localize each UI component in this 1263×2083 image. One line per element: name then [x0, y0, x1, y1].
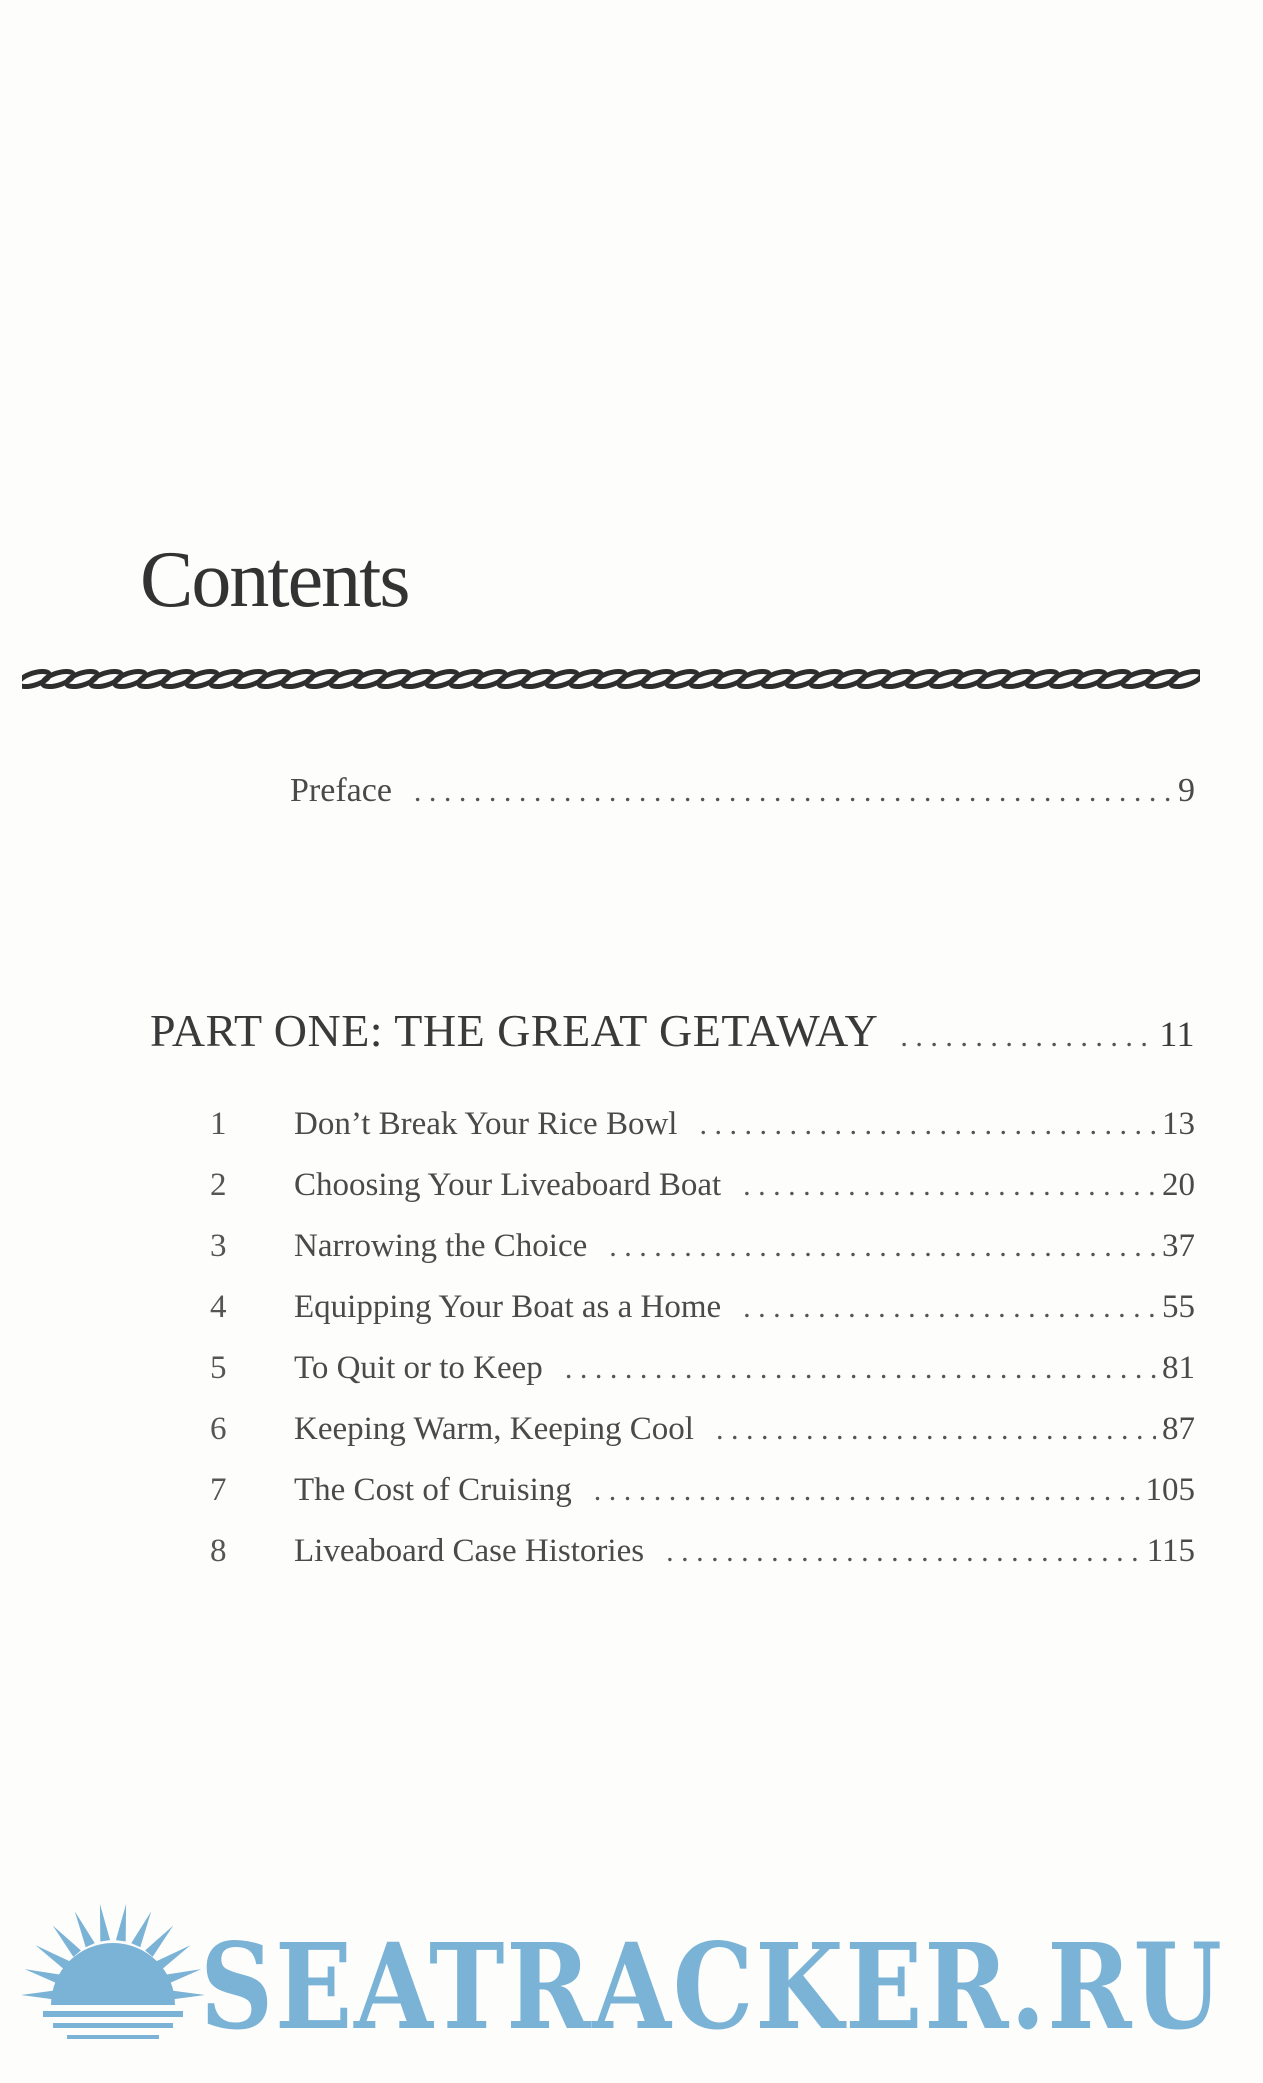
chapter-title: Narrowing the Choice [294, 1228, 588, 1264]
chapter-title: Equipping Your Boat as a Home [294, 1289, 722, 1325]
chapter-title: Liveaboard Case Histories [294, 1533, 645, 1569]
toc-entry-chapter[interactable] [210, 1472, 1195, 1509]
chapter-title: To Quit or to Keep [294, 1350, 543, 1386]
chapter-page-number: 87 [1162, 1411, 1195, 1447]
dot-leader [594, 1474, 1140, 1508]
chapter-number: 6 [210, 1411, 227, 1447]
dot-leader [414, 775, 1172, 809]
chapter-number: 1 [210, 1106, 227, 1142]
dot-leader [666, 1535, 1141, 1569]
toc-entry-chapter[interactable] [210, 1106, 1195, 1143]
toc-entry-chapter[interactable] [210, 1167, 1195, 1204]
rope-divider [22, 664, 1200, 694]
toc-entry-chapter[interactable] [210, 1228, 1195, 1265]
chapter-number: 8 [210, 1533, 227, 1569]
chapter-number: 7 [210, 1472, 227, 1508]
chapter-title: Keeping Warm, Keeping Cool [294, 1411, 694, 1447]
toc-entry-chapter[interactable] [210, 1411, 1195, 1448]
dot-leader [565, 1352, 1156, 1386]
dot-leader [743, 1169, 1156, 1203]
toc-entry-chapter[interactable] [210, 1289, 1195, 1326]
dot-leader [609, 1230, 1156, 1264]
chapter-title: The Cost of Cruising [294, 1472, 572, 1508]
chapter-page-number: 13 [1162, 1106, 1195, 1142]
chapter-page-number: 105 [1145, 1472, 1195, 1508]
chapter-number: 5 [210, 1350, 227, 1386]
chapter-page-number: 115 [1146, 1533, 1195, 1569]
chapter-title: Don’t Break Your Rice Bowl [294, 1106, 678, 1142]
toc-entry-part-one[interactable] [150, 1004, 1195, 1057]
part-page-number: 11 [1159, 1014, 1195, 1054]
chapter-page-number: 37 [1162, 1228, 1195, 1264]
preface-page-number: 9 [1178, 772, 1195, 809]
preface-title: Preface [290, 772, 392, 809]
dot-leader [716, 1413, 1156, 1447]
dot-leader [900, 1020, 1153, 1054]
dot-leader [743, 1291, 1156, 1325]
toc-entry-chapter[interactable] [210, 1533, 1195, 1570]
part-title: PART ONE: THE GREAT GETAWAY [150, 1005, 879, 1056]
chapter-number: 3 [210, 1228, 227, 1264]
chapter-page-number: 55 [1162, 1289, 1195, 1325]
sun-icon [21, 1904, 205, 2039]
dot-leader [699, 1108, 1156, 1142]
chapter-title: Choosing Your Liveaboard Boat [294, 1167, 722, 1203]
chapter-number: 2 [210, 1167, 227, 1203]
toc-entry-preface[interactable] [290, 772, 1195, 810]
page-title: Contents [140, 536, 409, 624]
watermark-text: SEATRACKER.RU [200, 1917, 1224, 2056]
toc-entry-chapter[interactable] [210, 1350, 1195, 1387]
chapter-number: 4 [210, 1289, 227, 1325]
chapter-page-number: 20 [1162, 1167, 1195, 1203]
chapter-page-number: 81 [1162, 1350, 1195, 1386]
